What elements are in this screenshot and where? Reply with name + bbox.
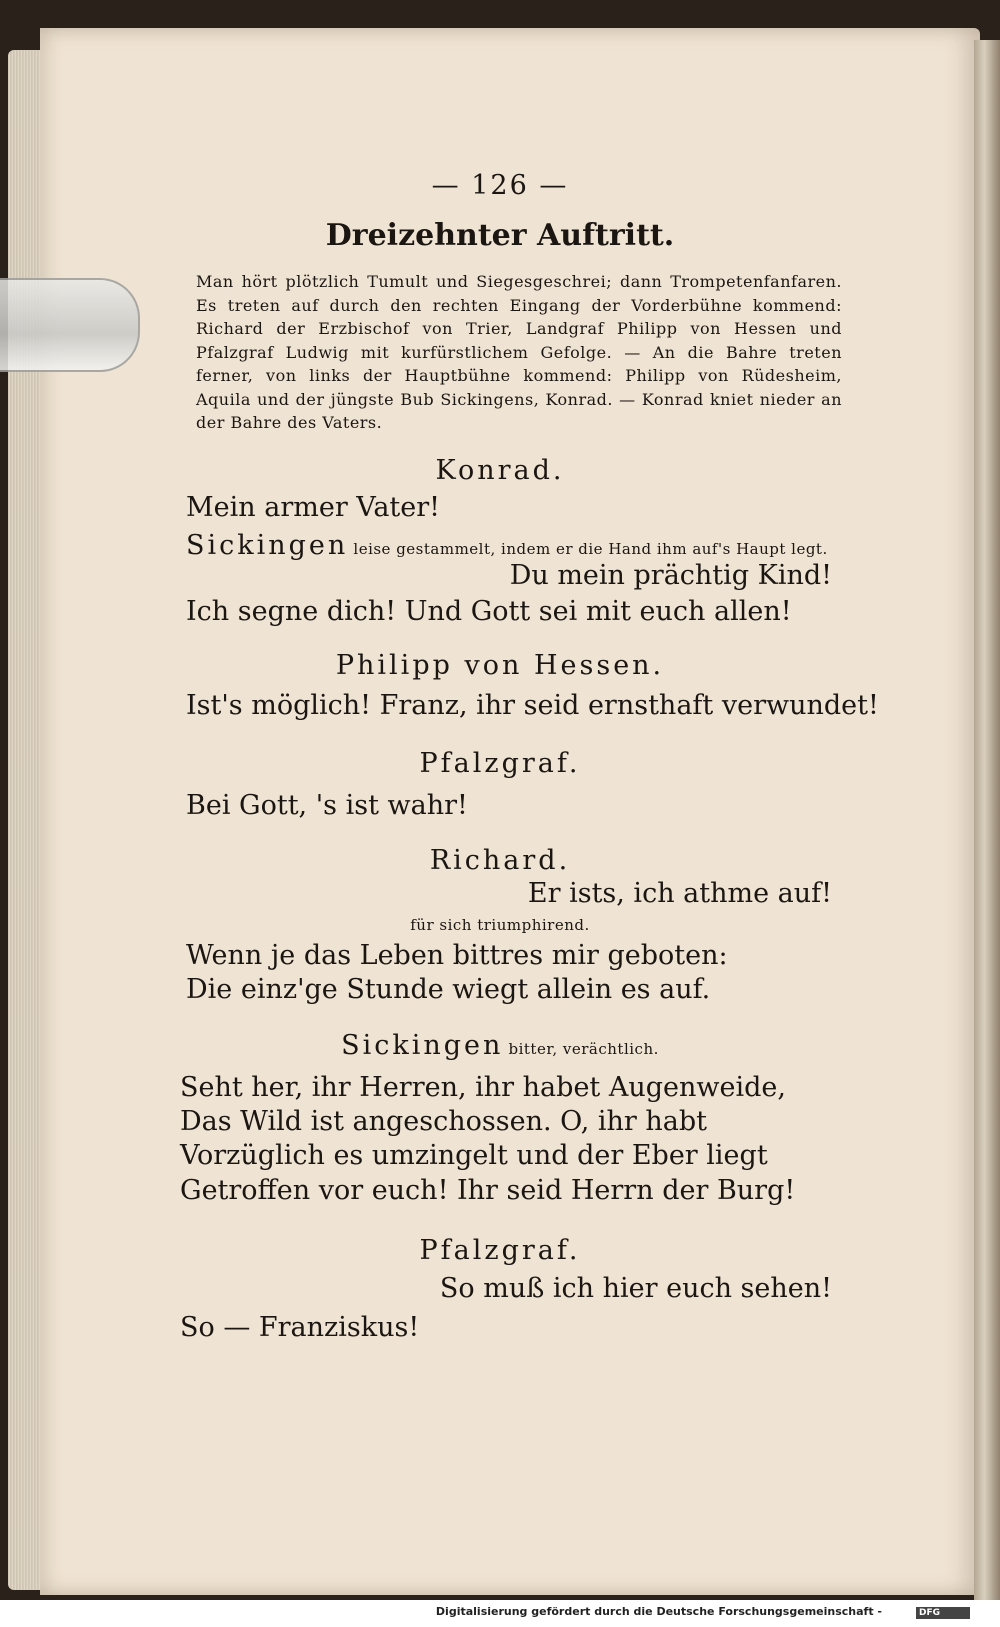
speaker-philipp: Philipp von Hessen.	[335, 650, 665, 681]
dialogue-line: So muß ich hier euch sehen!	[439, 1273, 832, 1304]
dialogue-line: Ich segne dich! Und Gott sei mit euch allen!	[186, 596, 792, 627]
scene-title: Dreizehnter Auftritt.	[325, 218, 675, 253]
dialogue-line: Seht her, ihr Herren, ihr habet Augenweide,	[180, 1072, 786, 1103]
speaker-sickingen-line	[186, 530, 828, 561]
dialogue-line: Vorzüglich es umzingelt und der Eber liegt	[180, 1140, 768, 1171]
speaker-richard: Richard.	[429, 845, 571, 876]
speaker-sickingen2-line	[0, 1030, 1000, 1061]
speaker-pfalzgraf: Pfalzgraf.	[419, 1235, 581, 1266]
dialogue-line: Ist's möglich! Franz, ihr seid ernsthaft verwundet!	[186, 690, 879, 721]
digitization-footer	[0, 1605, 1000, 1627]
book-page	[40, 28, 980, 1595]
dialogue-line: Er ists, ich athme auf!	[527, 878, 832, 909]
dfg-logo: DFG	[916, 1607, 970, 1619]
stage-direction-inline: für sich triumphirend.	[410, 916, 590, 934]
dialogue-line: Du mein prächtig Kind!	[509, 560, 832, 591]
dialogue-line: Mein armer Vater!	[186, 492, 441, 523]
speaker-sickingen: Sickingen	[186, 530, 349, 561]
dialogue-line: Getroffen vor euch! Ihr seid Herrn der Burg!	[180, 1175, 796, 1206]
speaker-konrad: Konrad.	[435, 455, 565, 486]
stage-direction: Man hört plötzlich Tumult und Siegesgeschrei; dann Trompetenfanfaren. Es treten auf durch den rechten Eingang der Vorderbühne kommend: Richard der Erzbischof von Trier, Landgraf Philipp von Hessen und Pfalzgraf Ludwig mit kurfürstlichem Gefolge. — An die Bahre treten ferner, von links der Hauptbühne kommend: Philipp von Rüdesheim, Aquila und der jüngste Bub Sickingens, Konrad. — Konrad kniet nieder an der Bahre des Vaters.	[196, 272, 842, 432]
stage-direction-inline: leise gestammelt, indem er die Hand ihm auf's Haupt legt.	[353, 540, 828, 558]
book-right-edge	[974, 40, 1000, 1600]
stage-direction-inline: bitter, verächtlich.	[508, 1040, 659, 1058]
page-clip	[0, 278, 140, 372]
dialogue-line: Wenn je das Leben bittres mir geboten:	[186, 940, 728, 971]
dialogue-line: Die einz'ge Stunde wiegt allein es auf.	[186, 974, 711, 1005]
footer-text: Digitalisierung gefördert durch die Deutsche Forschungsgemeinschaft -	[435, 1605, 882, 1618]
speaker-pfalzgraf: Pfalzgraf.	[419, 748, 581, 779]
dialogue-line: Das Wild ist angeschossen. O, ihr habt	[180, 1106, 707, 1137]
page-number: — 126 —	[431, 170, 569, 201]
speaker-sickingen: Sickingen	[341, 1030, 504, 1061]
dialogue-line: Bei Gott, 's ist wahr!	[186, 790, 468, 821]
dialogue-line: So — Franziskus!	[180, 1312, 420, 1343]
